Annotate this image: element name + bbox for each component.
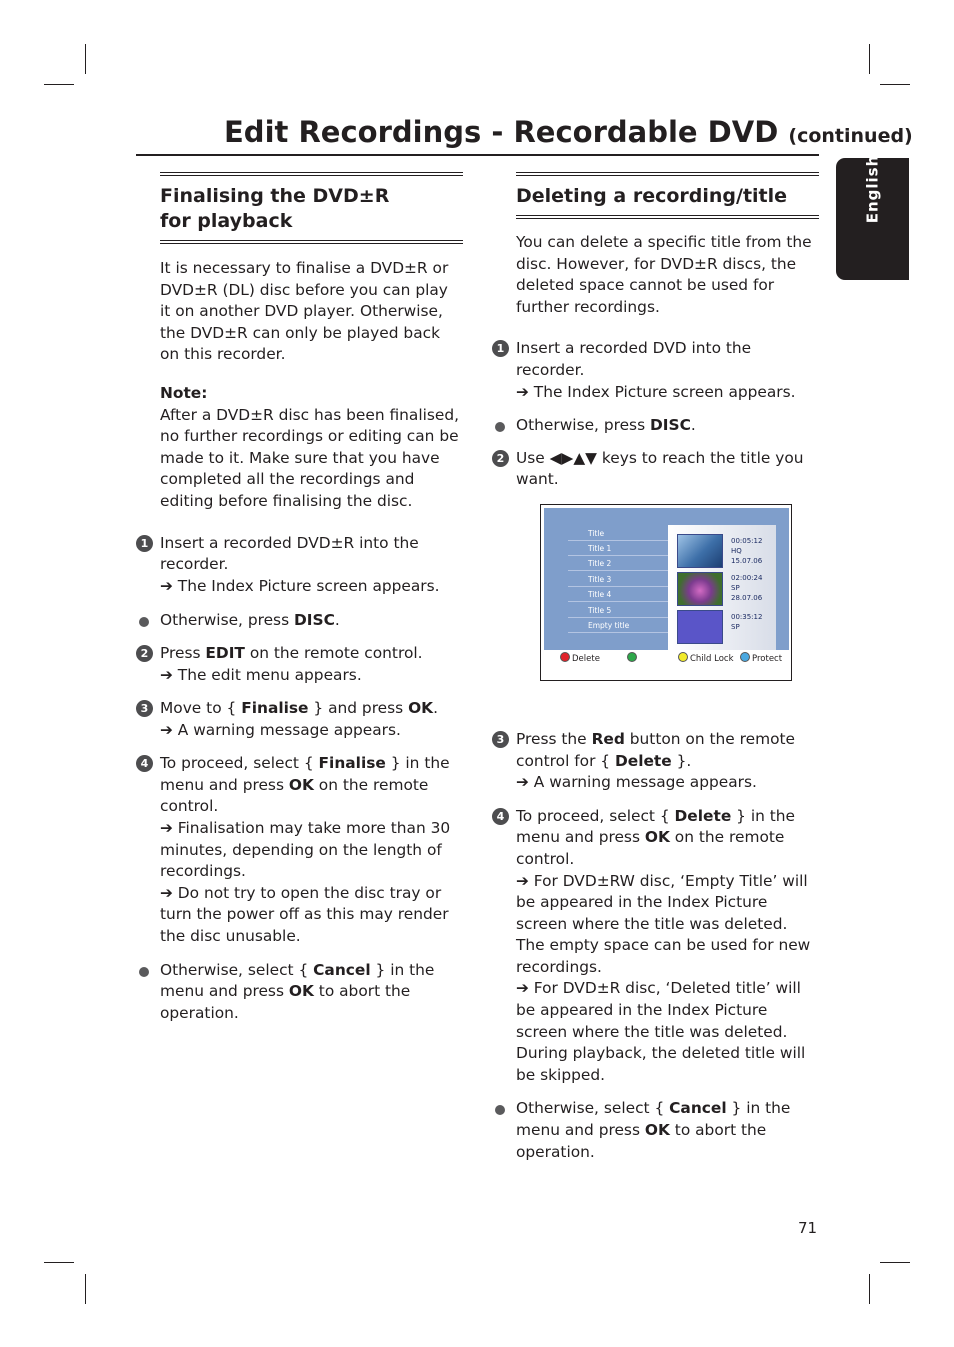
step-result: ➔ A warning message appears.: [160, 720, 401, 739]
section-rule: [160, 240, 463, 244]
page-title: Edit Recordings - Recordable DVD (continued): [224, 115, 913, 149]
legend-delete: Delete: [560, 652, 600, 664]
section-heading: Finalising the DVD±R for playback: [160, 185, 390, 232]
step-2: 2 Use ◀▶▲▼ keys to reach the title you want.: [492, 448, 819, 491]
page-number: 71: [798, 1219, 818, 1237]
crop-mark: [869, 44, 870, 74]
step-number: 2: [136, 645, 153, 662]
yellow-button-icon: [678, 652, 688, 662]
step-text: Insert a recorded DVD±R into the recorder.: [160, 533, 419, 574]
step-text: Insert a recorded DVD into the recorder.: [516, 339, 752, 379]
section-rule: [516, 172, 819, 176]
crop-mark: [44, 84, 74, 85]
step-1: [136, 533, 463, 598]
step-result: ➔ Finalisation may take more than 30 minutes, depending on the length of recordings.: [160, 819, 451, 881]
thumbnail-meta: 00:35:12 SP: [731, 613, 763, 631]
green-button-icon: [627, 652, 637, 662]
legend-protect: Protect: [740, 652, 782, 664]
thumbnail-meta: 02:00:24 SP 28.07.06: [731, 574, 763, 602]
crop-mark: [869, 1274, 870, 1304]
language-tab: [836, 154, 909, 280]
step-3: 3 Press the Red button on the remote control for { Delete }. ➔ A warning message appears.: [492, 729, 819, 794]
note-label: Note:: [160, 383, 208, 402]
crop-mark: [85, 44, 86, 74]
title-list-item[interactable]: Title 5: [568, 605, 668, 618]
thumbnail-image[interactable]: [677, 610, 723, 644]
step-result: ➔ Do not try to open the disc tray or turn the power off as this may render the disc unusable.: [160, 883, 449, 946]
title-list-item[interactable]: Title 4: [568, 589, 668, 602]
page-title-suffix: (continued): [788, 125, 913, 147]
title-list-item[interactable]: Title 3: [568, 574, 668, 587]
step-number: 3: [492, 731, 509, 748]
bullet-icon: [139, 967, 149, 977]
title-list-item[interactable]: Title 1: [568, 543, 668, 556]
title-list-item[interactable]: Title 2: [568, 558, 668, 571]
arrow-keys-icon: ◀▶▲▼: [549, 448, 598, 467]
legend-child-lock: Child Lock: [678, 652, 734, 664]
title-list-item[interactable]: Empty title: [568, 620, 668, 633]
thumbnail-image[interactable]: [677, 534, 723, 568]
left-column: [136, 172, 463, 1024]
crop-mark: [880, 1262, 910, 1263]
step-1: [492, 338, 819, 403]
crop-mark: [880, 84, 910, 85]
step-result: ➔ The Index Picture screen appears.: [516, 382, 796, 401]
intro-paragraph: You can delete a specific title from the disc. However, for DVD±R discs, the deleted space cannot be used for further recordings.: [516, 233, 812, 316]
note-text: After a DVD±R disc has been finalised, no further recordings or editing can be made to it. Make sure that you have completed all the recordings and editing before finalising the disc.: [160, 405, 460, 510]
intro-paragraph: It is necessary to finalise a DVD±R or DVD±R (DL) disc before you can play it on another DVD player. Otherwise, the DVD±R can only be played back on this recorder.: [160, 259, 449, 364]
step-result: ➔ The Index Picture screen appears.: [160, 576, 440, 595]
bullet-icon: [495, 1105, 505, 1115]
step-result: ➔ The edit menu appears.: [160, 665, 362, 684]
step-result: ➔ For DVD±RW disc, ‘Empty Title’ will be appeared in the Index Picture screen where the title was deleted. The empty space can be used for new recordings.: [516, 871, 811, 976]
step-number: 1: [492, 340, 509, 357]
step-3: 3 Move to { Finalise } and press OK. ➔ A warning message appears.: [136, 698, 463, 741]
step-number: 1: [136, 535, 153, 552]
section-heading: Deleting a recording/title: [516, 185, 788, 207]
section-rule: [160, 172, 463, 176]
crop-mark: [85, 1274, 86, 1304]
screen-menu-area: [544, 508, 789, 650]
title-list-header: Title: [568, 528, 668, 541]
step-number: 4: [492, 808, 509, 825]
section-rule: [516, 215, 819, 219]
step-4: 4 To proceed, select { Delete } in the menu and press OK on the remote control. ➔ For DVD±RW disc, ‘Empty Title’ will be appeared in the Index Picture screen where the title was deleted. The empty space can be used for new recordings. ➔ For DVD±R disc, ‘Deleted title’ will be appeared in the Index Picture screen where the title was deleted. During playback, the deleted title will be skipped.: [492, 806, 819, 1087]
bullet-icon: [139, 617, 149, 627]
step-number: 4: [136, 755, 153, 772]
step-number: 3: [136, 700, 153, 717]
red-button-icon: [560, 652, 570, 662]
crop-mark: [44, 1262, 74, 1263]
step-result: ➔ A warning message appears.: [516, 773, 757, 792]
step-4: 4 To proceed, select { Finalise } in the menu and press OK on the remote control. ➔ Finalisation may take more than 30 minutes, depending on the length of recordings. ➔ Do not try to open the disc tray or turn the power off as this may render the disc unusable.: [136, 753, 463, 947]
bullet-otherwise: Otherwise, select { Cancel } in the menu and press OK to abort the operation.: [492, 1098, 819, 1163]
bullet-otherwise: Otherwise, press DISC.: [492, 415, 819, 437]
bullet-otherwise: Otherwise, press DISC.: [136, 610, 463, 632]
step-result: ➔ For DVD±R disc, ‘Deleted title’ will be appeared in the Index Picture screen where the title was deleted. During playback, the deleted title will be skipped.: [516, 979, 806, 1084]
thumbnail-image[interactable]: [677, 572, 723, 606]
legend-green: [627, 652, 639, 664]
blue-button-icon: [740, 652, 750, 662]
language-tab-label: English: [863, 154, 882, 224]
title-rule: [136, 154, 819, 156]
bullet-otherwise: Otherwise, select { Cancel } in the menu and press OK to abort the operation.: [136, 960, 463, 1025]
step-2: 2 Press EDIT on the remote control. ➔ The edit menu appears.: [136, 643, 463, 686]
thumbnail-meta: 00:05:12 HQ 15.07.06: [731, 537, 763, 565]
bullet-icon: [495, 422, 505, 432]
thumbnail-panel: [668, 525, 776, 650]
step-number: 2: [492, 450, 509, 467]
